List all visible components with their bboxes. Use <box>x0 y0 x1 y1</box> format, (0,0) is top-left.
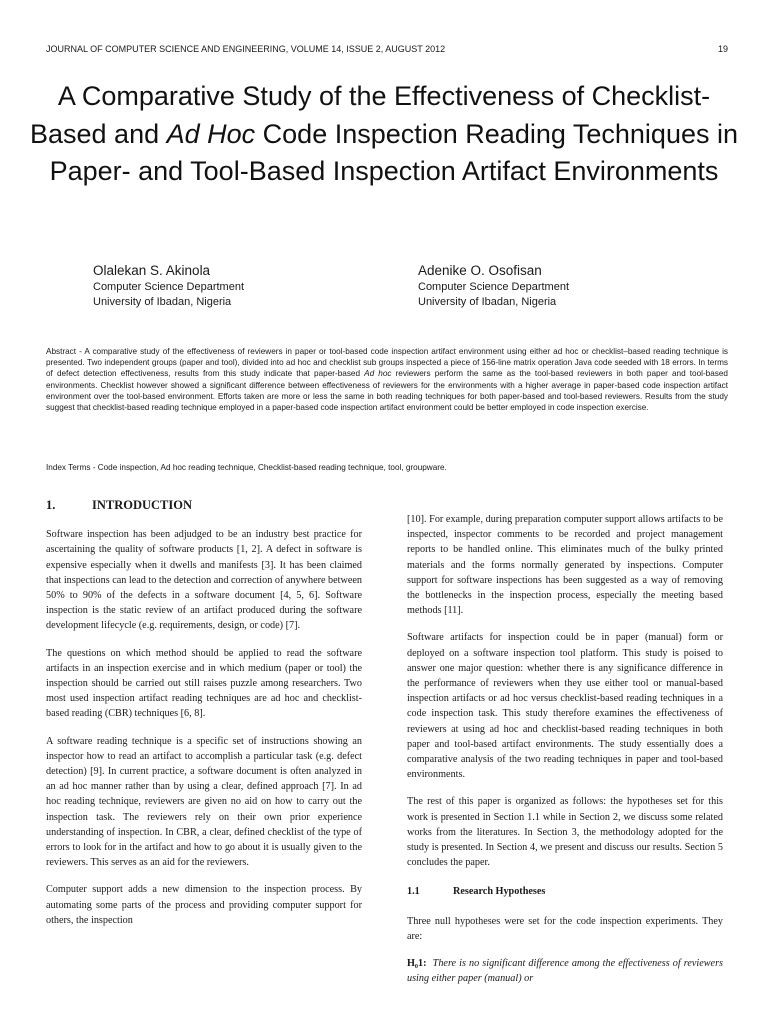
abstract-text: Abstract - A comparative study of the effectiveness of reviewers in paper or tool-based code inspection artifact environment using either ad hoc or checklist–based reading technique is presented. Two independent groups (paper and tool), divided into ad hoc and checklist sub groups inspected a piece of 156-line matrix operation Java code seeded with 18 errors. In terms of defect detection effectiveness, results from this study indicate that paper-based <box>46 347 728 379</box>
hypothesis <box>407 956 723 986</box>
hypothesis-label: H₀1: <box>407 958 427 970</box>
journal-name: JOURNAL OF COMPUTER SCIENCE AND ENGINEERING, VOLUME 14, ISSUE 2, AUGUST 2012 <box>46 44 446 54</box>
author-affiliation: University of Ibadan, Nigeria <box>418 296 557 308</box>
abstract <box>46 346 728 413</box>
paragraph: [10]. For example, during preparation computer support allows artifacts to be inspected, inspector comments to be recorded and project management reports to be handled online. This eliminates much of the bulky printed materials and the forms normally generated by inspections. Computer support for software inspections has been suggested as a way of removing the bottlenecks in the inspection process, especially the meeting based methods [11]. <box>407 514 723 617</box>
subsection-number: 1.1 <box>407 886 420 898</box>
author-affiliation: University of Ibadan, Nigeria <box>93 296 232 308</box>
title-part1: A Comparative Study of the Effectiveness of Checklist-Based and <box>30 81 711 149</box>
paragraph: Computer support adds a new dimension to the inspection process. By automating some parts of the process and providing computer support for others, the inspection <box>46 884 362 926</box>
paper-title <box>30 78 738 191</box>
section-title: INTRODUCTION <box>92 498 193 512</box>
paragraph: The questions on which method should be applied to read the software artifacts in an inspection exercise and in which medium (paper or tool) the inspection should be carried out still raises puzzle among researchers. Two most used inspection artifact reading techniques are ad hoc and checklist-based reading (CBR) techniques [6, 8]. <box>46 647 362 720</box>
author-department: Computer Science Department <box>418 281 570 293</box>
paragraph: The rest of this paper is organized as follows: the hypotheses set for this work is presented in Section 1.1 while in Section 2, we discuss some related works from the literatures. In Section 3, the methodology adopted for the study is presented. In Section 4, we present and discuss our results. Section 5 concludes the paper. <box>407 796 723 869</box>
right-column <box>407 512 723 998</box>
abstract-text-cont: reviewers perform the same as the tool-based reviewers in both paper and tool-based environments. Checklist however showed a significant difference between effectiveness of reviewers for the environments with a higher average in paper-based code inspection artifact environment over the tool-based environment. Efforts taken are more or less the same in both reading techniques for both paper-based and tool-based reviewers. Results from the study suggest that checklist-based reading technique employed in a paper-based code inspection artifact environment could be better employed in code inspection exercise. <box>46 369 728 413</box>
left-column <box>46 498 362 940</box>
paragraph: Three null hypotheses were set for the code inspection experiments. They are: <box>407 915 723 942</box>
section-heading <box>46 498 362 513</box>
abstract-italic: Ad hoc <box>364 369 392 379</box>
paragraph: A software reading technique is a specific set of instructions showing an inspector how to read an artifact to accomplish a particular task (e.g. defect detection) [9]. In current practice, a software document is often analyzed in an ad hoc manner rather than by using a clear, defined approach [7]. In ad hoc reading technique, reviewers are given no aid on how to carry out the inspection task. The reviewers rely on their own prior experience understanding of inspection. In CBR, a clear, defined checklist of the type of errors to look for in the artifact and how to go about it is usually given to the reviewers. This serves as an aid for the reviewers. <box>46 735 362 869</box>
page-number: 19 <box>717 44 728 54</box>
index-terms: Index Terms - Code inspection, Ad hoc reading technique, Checklist-based reading technique, tool, groupware. <box>46 463 447 472</box>
paragraph: Software artifacts for inspection could be in paper (manual) form or deployed on a software inspection tool platform. This study is poised to answer one major question: whether there is any significance difference in the performance of reviewers when they use either tool or manual-based inspection artifacts or ad hoc versus checklist-based reading techniques in a code inspection task. This study therefore examines the effectiveness of reviewers at using ad hoc and checklist-based reading techniques in both paper and tool-based artifact environments. The study essentially does a comparative analysis of the two reading techniques in paper and tool-based environments. <box>407 632 723 781</box>
section-number: 1. <box>46 498 56 512</box>
author-1 <box>93 262 244 310</box>
title-part2: Code Inspection Reading Techniques in Paper- and Tool-Based Inspection Artifact Environments <box>49 118 738 186</box>
author-department: Computer Science Department <box>93 281 245 293</box>
author-2 <box>418 262 569 310</box>
subsection-heading <box>407 884 723 899</box>
title-italic: Ad Hoc <box>166 118 256 149</box>
paragraph: Software inspection has been adjudged to be an industry best practice for ascertaining the quality of software products [1, 2]. A defect in software is expensive especially when it dwells and manifests [3]. It has been claimed that inspections can lead to the detection and correction of anywhere between 50% to 90% of the defects in a software document [4, 5, 6]. Software inspection is the static review of an artifact produced during the software development lifecycle (e.g. requirements, design, or code) [7]. <box>46 529 362 632</box>
author-name: Adenike O. Osofisan <box>418 263 542 278</box>
hypothesis-text: There is no significant difference among the effectiveness of reviewers using either paper (manual) or <box>407 958 724 985</box>
author-name: Olalekan S. Akinola <box>93 263 211 278</box>
subsection-title: Research Hypotheses <box>453 886 546 898</box>
running-header <box>46 44 728 54</box>
